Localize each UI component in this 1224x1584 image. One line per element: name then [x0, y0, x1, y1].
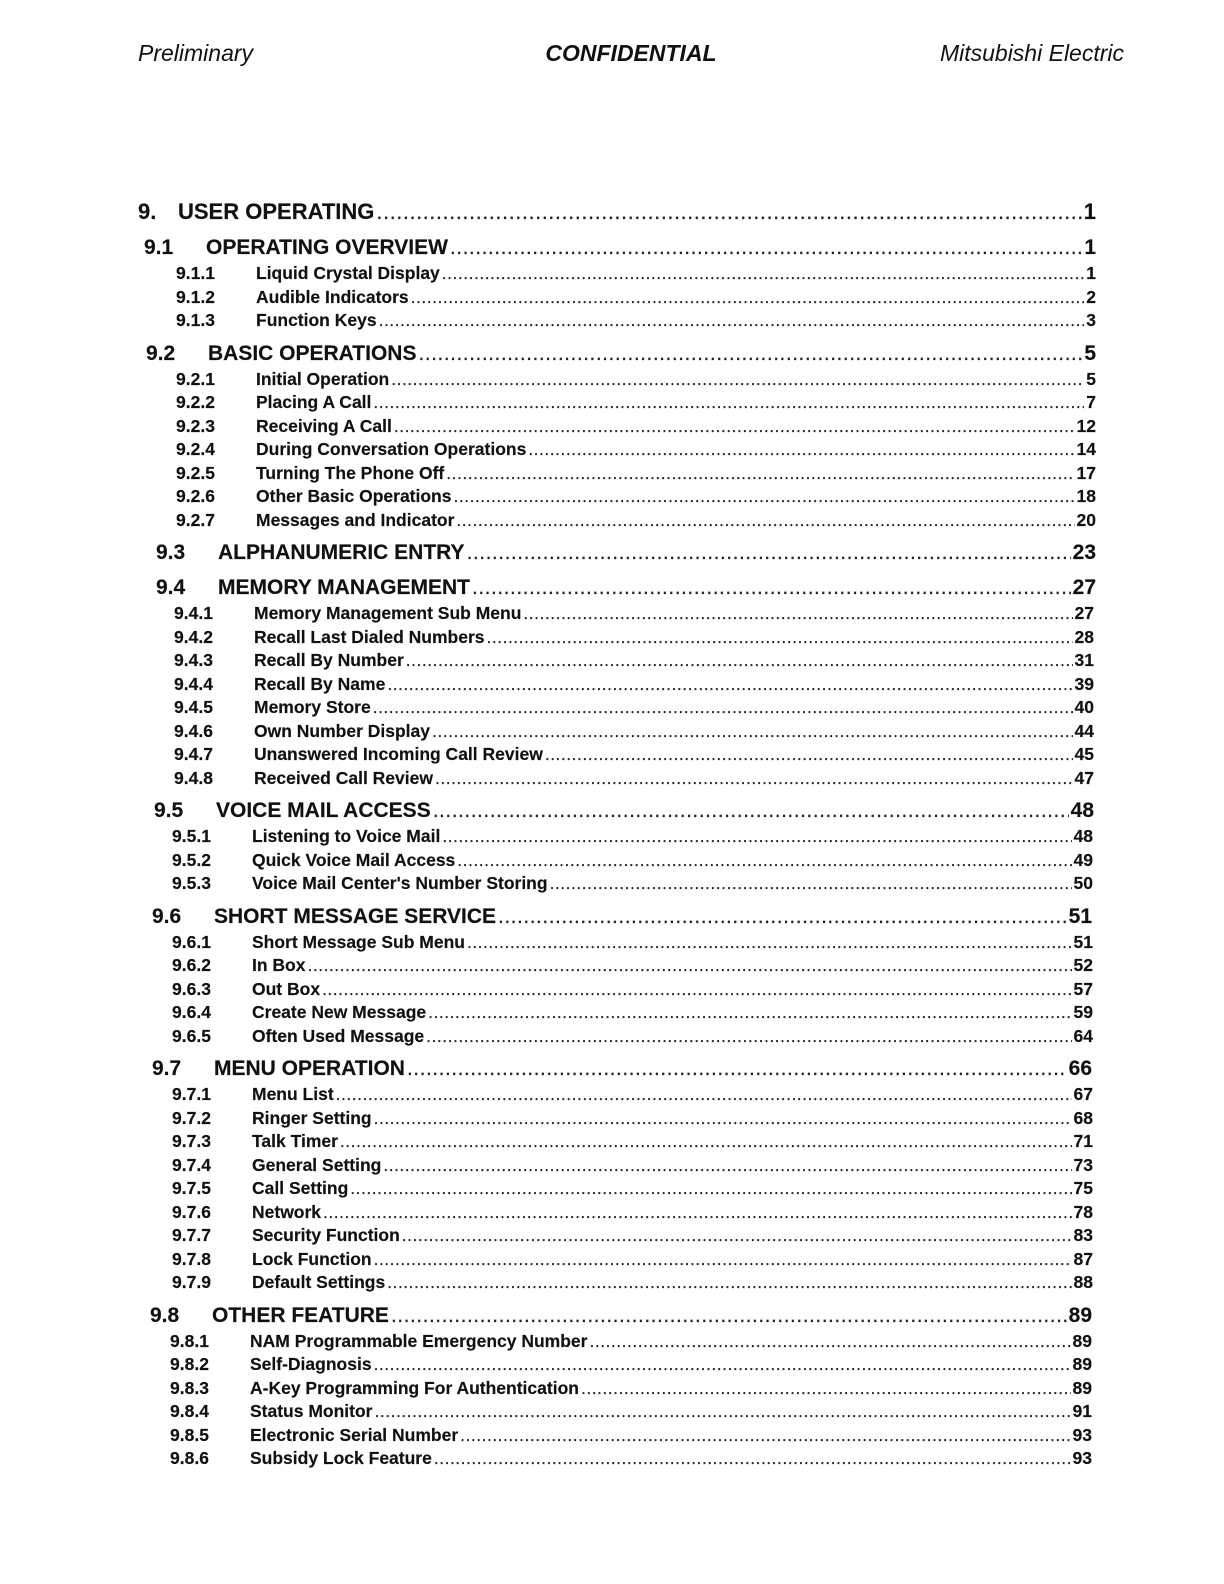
toc-entry-title: Memory Management Sub Menu — [254, 603, 522, 623]
toc-subsection-entry[interactable] — [170, 1424, 1092, 1448]
header-confidential: CONFIDENTIAL — [545, 40, 717, 66]
toc-entry-page: 47 — [1074, 767, 1094, 788]
toc-entry-page: 48 — [1073, 826, 1093, 846]
toc-entry-page: 49 — [1073, 849, 1093, 870]
toc-entry-page: 7 — [1086, 392, 1096, 412]
toc-section-group — [0, 339, 1224, 533]
toc-subsection-entry[interactable] — [172, 978, 1093, 1002]
dot-leader — [407, 1054, 1067, 1083]
toc-subsection-entry[interactable] — [172, 931, 1093, 955]
dot-leader — [450, 233, 1082, 262]
toc-subsection-entry[interactable] — [172, 1025, 1093, 1049]
toc-entry-title: BASIC OPERATIONS — [208, 341, 417, 365]
dot-leader — [460, 1424, 1070, 1448]
toc-subsection-entry[interactable] — [170, 1353, 1092, 1377]
dot-leader — [373, 696, 1073, 720]
toc-subsection-entry[interactable] — [172, 1154, 1093, 1178]
toc-entry-number: 9.5.1 — [172, 826, 211, 846]
toc-entry-title: NAM Programmable Emergency Number — [250, 1330, 588, 1351]
toc-entry-number: 9.2.7 — [176, 509, 215, 530]
toc-entry-title: Often Used Message — [252, 1025, 425, 1046]
toc-entry-number: 9.2.3 — [176, 415, 215, 436]
toc-subsection-entry[interactable] — [174, 743, 1094, 767]
toc-entry-title: Listening to Voice Mail — [252, 826, 441, 846]
dot-leader — [376, 196, 1081, 227]
toc-section-entry[interactable] — [146, 339, 1096, 368]
dot-leader — [442, 825, 1071, 849]
toc-entry-page: 45 — [1074, 744, 1094, 764]
toc-entry-number: 9.1.3 — [176, 310, 215, 330]
toc-section-entry[interactable] — [152, 902, 1092, 931]
toc-section-entry[interactable] — [152, 1054, 1092, 1083]
toc-section-entry[interactable] — [156, 573, 1096, 602]
toc-entry-page: 1 — [1086, 263, 1096, 283]
toc-entry-page: 1 — [1083, 199, 1096, 224]
toc-entry-number: 9.2.6 — [176, 486, 215, 506]
toc-entry-number: 9.2.1 — [176, 368, 215, 389]
toc-entry-title: OTHER FEATURE — [212, 1303, 389, 1327]
toc-entry-title: Electronic Serial Number — [250, 1424, 459, 1445]
toc-entry-number: 9.4.5 — [174, 697, 213, 717]
page-header — [138, 40, 1124, 72]
toc-entry-title: A-Key Programming For Authentication — [250, 1377, 579, 1398]
toc-entry-number: 9.7.1 — [172, 1084, 211, 1104]
toc-entry-number: 9.7.7 — [172, 1225, 211, 1245]
dot-leader — [379, 309, 1085, 333]
toc-subsection-entry[interactable] — [176, 286, 1096, 310]
toc-entry-number: 9.6.1 — [172, 931, 211, 952]
dot-leader — [340, 1130, 1072, 1154]
toc-entry-number: 9.8.2 — [170, 1354, 209, 1374]
dot-leader — [374, 1248, 1072, 1272]
dot-leader — [383, 1154, 1071, 1178]
toc-entry-number: 9.1.1 — [176, 263, 215, 283]
toc-entry-page: 5 — [1086, 368, 1096, 389]
toc-subsection-entry[interactable] — [174, 649, 1094, 673]
table-of-contents — [0, 196, 1224, 1471]
toc-entry-page: 64 — [1073, 1025, 1093, 1046]
toc-entry-number: 9.8.3 — [170, 1377, 209, 1398]
toc-entry-page: 91 — [1072, 1401, 1092, 1421]
toc-entry-number: 9. — [138, 199, 157, 224]
toc-subsection-entry[interactable] — [174, 626, 1094, 650]
toc-entry-number: 9.1.2 — [176, 286, 215, 307]
dot-leader — [435, 767, 1073, 791]
dot-leader — [442, 262, 1084, 286]
dot-leader — [589, 1330, 1070, 1354]
dot-leader — [375, 1400, 1071, 1424]
dot-leader — [426, 1025, 1071, 1049]
toc-entry-number: 9.2.5 — [176, 462, 215, 483]
toc-entry-number: 9.4.3 — [174, 650, 213, 670]
toc-entry-page: 89 — [1072, 1354, 1092, 1374]
toc-section-entry[interactable] — [150, 1301, 1092, 1330]
toc-subsection-entry[interactable] — [172, 1177, 1093, 1201]
toc-entry-page: 17 — [1076, 462, 1096, 483]
toc-section-group — [0, 1301, 1224, 1471]
dot-leader — [323, 1201, 1071, 1225]
dot-leader — [472, 573, 1071, 602]
toc-subsection-entry[interactable] — [172, 1201, 1093, 1225]
toc-section-group — [0, 796, 1224, 896]
header-company: Mitsubishi Electric — [939, 40, 1124, 66]
dot-leader — [307, 954, 1071, 978]
toc-entry-title: USER OPERATING — [178, 199, 375, 224]
dot-leader — [467, 538, 1071, 567]
toc-entry-page: 93 — [1072, 1448, 1092, 1468]
toc-entry-number: 9.7.3 — [172, 1131, 211, 1151]
toc-subsection-entry[interactable] — [172, 1271, 1093, 1295]
toc-entry-number: 9.5.2 — [172, 849, 211, 870]
toc-entry-number: 9.7.6 — [172, 1201, 211, 1222]
dot-leader — [394, 415, 1075, 439]
toc-entry-title: Create New Message — [252, 1002, 427, 1022]
toc-subsection-entry[interactable] — [174, 767, 1094, 791]
toc-entry-title: ALPHANUMERIC ENTRY — [218, 541, 465, 564]
toc-entry-page: 51 — [1073, 931, 1093, 952]
dot-leader — [433, 796, 1069, 825]
dot-leader — [391, 1301, 1067, 1330]
toc-entry-title: Talk Timer — [252, 1131, 338, 1151]
dot-leader — [350, 1177, 1071, 1201]
toc-entry-number: 9.4 — [156, 576, 186, 599]
toc-subsection-entry[interactable] — [176, 485, 1096, 509]
toc-entry-title: Lock Function — [252, 1248, 372, 1269]
toc-entry-title: Out Box — [252, 978, 321, 999]
toc-chapter-entry[interactable] — [138, 196, 1096, 227]
toc-entry-title: Voice Mail Center's Number Storing — [252, 873, 548, 893]
toc-entry-page: 68 — [1073, 1107, 1093, 1128]
toc-entry-title: In Box — [252, 955, 306, 975]
toc-entry-number: 9.8.5 — [170, 1424, 209, 1445]
toc-entry-number: 9.7.2 — [172, 1107, 211, 1128]
toc-subsection-entry[interactable] — [172, 825, 1093, 849]
toc-subsection-entry[interactable] — [170, 1377, 1092, 1401]
toc-entry-title: Network — [252, 1201, 322, 1222]
toc-entry-page: 89 — [1068, 1303, 1092, 1327]
toc-entry-title: Call Setting — [252, 1178, 349, 1198]
toc-entry-page: 1 — [1084, 236, 1096, 259]
dot-leader — [446, 462, 1074, 486]
toc-subsection-entry[interactable] — [172, 1083, 1093, 1107]
toc-entry-title: Received Call Review — [254, 767, 433, 788]
toc-entry-number: 9.8 — [150, 1303, 180, 1327]
toc-entry-number: 9.4.8 — [174, 767, 213, 788]
dot-leader — [432, 720, 1073, 744]
toc-section-group — [0, 902, 1224, 1049]
toc-subsection-entry[interactable] — [176, 438, 1096, 462]
toc-entry-page: 88 — [1073, 1272, 1093, 1292]
toc-entry-number: 9.1 — [144, 236, 174, 259]
dot-leader — [387, 1271, 1071, 1295]
toc-entry-page: 2 — [1086, 286, 1096, 307]
toc-entry-page: 73 — [1073, 1154, 1093, 1175]
toc-entry-page: 39 — [1074, 673, 1094, 694]
dot-leader — [523, 602, 1072, 626]
toc-entry-number: 9.2 — [146, 341, 176, 365]
dot-leader — [487, 626, 1073, 650]
dot-leader — [528, 438, 1074, 462]
toc-entry-title: Function Keys — [256, 310, 377, 330]
header-preliminary: Preliminary — [138, 40, 254, 66]
toc-entry-title: During Conversation Operations — [256, 439, 527, 459]
toc-entry-number: 9.5.3 — [172, 873, 211, 893]
dot-leader — [457, 849, 1071, 873]
toc-entry-title: Security Function — [252, 1225, 400, 1245]
toc-entry-page: 59 — [1073, 1002, 1093, 1022]
toc-entry-number: 9.4.6 — [174, 720, 213, 741]
toc-entry-page: 27 — [1072, 576, 1096, 599]
toc-entry-title: Status Monitor — [250, 1401, 373, 1421]
dot-leader — [373, 391, 1084, 415]
toc-entry-page: 83 — [1073, 1225, 1093, 1245]
toc-subsection-entry[interactable] — [174, 673, 1094, 697]
toc-entry-title: MEMORY MANAGEMENT — [218, 576, 470, 599]
toc-section-entry[interactable] — [156, 538, 1096, 567]
toc-subsection-entry[interactable] — [172, 872, 1093, 896]
toc-entry-page: 89 — [1072, 1377, 1092, 1398]
toc-subsection-entry[interactable] — [172, 1130, 1093, 1154]
toc-entry-page: 31 — [1074, 650, 1094, 670]
toc-subsection-entry[interactable] — [172, 1001, 1093, 1025]
toc-entry-number: 9.4.2 — [174, 626, 213, 647]
toc-entry-number: 9.6.5 — [172, 1025, 211, 1046]
toc-entry-number: 9.8.4 — [170, 1401, 209, 1421]
dot-leader — [402, 1224, 1072, 1248]
toc-entry-number: 9.2.2 — [176, 392, 215, 412]
toc-entry-number: 9.7 — [152, 1057, 182, 1080]
toc-subsection-entry[interactable] — [176, 415, 1096, 439]
toc-entry-page: 66 — [1068, 1057, 1092, 1080]
toc-entry-number: 9.8.1 — [170, 1330, 209, 1351]
toc-entry-title: Placing A Call — [256, 392, 372, 412]
toc-entry-number: 9.3 — [156, 541, 186, 564]
toc-entry-page: 51 — [1068, 904, 1092, 928]
dot-leader — [428, 1001, 1071, 1025]
toc-subsection-entry[interactable] — [174, 602, 1094, 626]
toc-entry-page: 18 — [1076, 486, 1096, 506]
toc-entry-title: Memory Store — [254, 697, 371, 717]
toc-entry-page: 27 — [1074, 603, 1094, 623]
toc-entry-page: 40 — [1074, 697, 1094, 717]
toc-entry-title: Short Message Sub Menu — [252, 931, 465, 952]
toc-entry-page: 28 — [1074, 626, 1094, 647]
toc-entry-number: 9.7.9 — [172, 1272, 211, 1292]
toc-entry-page: 5 — [1084, 341, 1096, 365]
dot-leader — [387, 673, 1072, 697]
toc-entry-title: Audible Indicators — [256, 286, 409, 307]
toc-entry-page: 52 — [1073, 955, 1093, 975]
toc-entry-title: Self-Diagnosis — [250, 1354, 372, 1374]
toc-entry-page: 67 — [1073, 1084, 1093, 1104]
toc-entry-number: 9.6.2 — [172, 955, 211, 975]
toc-entry-number: 9.5 — [154, 799, 184, 822]
dot-leader — [322, 978, 1071, 1002]
toc-entry-number: 9.6.3 — [172, 978, 211, 999]
dot-leader — [374, 1353, 1071, 1377]
dot-leader — [498, 902, 1067, 931]
dot-leader — [453, 485, 1074, 509]
toc-entry-page: 14 — [1076, 439, 1096, 459]
toc-subsection-entry[interactable] — [172, 849, 1093, 873]
toc-section-group — [0, 573, 1224, 790]
toc-entry-page: 75 — [1073, 1178, 1093, 1198]
toc-subsection-entry[interactable] — [170, 1330, 1092, 1354]
dot-leader — [406, 649, 1073, 673]
toc-entry-page: 50 — [1073, 873, 1093, 893]
toc-entry-number: 9.4.1 — [174, 603, 213, 623]
toc-entry-title: VOICE MAIL ACCESS — [216, 799, 431, 822]
dot-leader — [411, 286, 1085, 310]
toc-subsection-entry[interactable] — [176, 391, 1096, 415]
toc-entry-page: 44 — [1074, 720, 1094, 741]
toc-entry-title: SHORT MESSAGE SERVICE — [214, 904, 497, 928]
dot-leader — [374, 1107, 1072, 1131]
toc-subsection-entry[interactable] — [176, 262, 1096, 286]
toc-entry-number: 9.7.4 — [172, 1154, 211, 1175]
dot-leader — [545, 743, 1073, 767]
toc-subsection-entry[interactable] — [172, 954, 1093, 978]
toc-entry-number: 9.7.8 — [172, 1248, 211, 1269]
toc-entry-page: 3 — [1086, 310, 1096, 330]
toc-entry-title: Messages and Indicator — [256, 509, 455, 530]
toc-entry-title: Subsidy Lock Feature — [250, 1448, 432, 1468]
toc-subsection-entry[interactable] — [176, 509, 1096, 533]
toc-entry-number: 9.2.4 — [176, 439, 215, 459]
toc-subsection-entry[interactable] — [170, 1447, 1092, 1471]
toc-entry-title: Menu List — [252, 1084, 334, 1104]
toc-subsection-entry[interactable] — [174, 696, 1094, 720]
toc-entry-number: 9.4.7 — [174, 744, 213, 764]
toc-subsection-entry[interactable] — [176, 368, 1096, 392]
toc-entry-title: Own Number Display — [254, 720, 431, 741]
toc-entry-number: 9.8.6 — [170, 1448, 209, 1468]
toc-section-entry[interactable] — [154, 796, 1094, 825]
toc-entry-title: Other Basic Operations — [256, 486, 452, 506]
dot-leader — [336, 1083, 1072, 1107]
dot-leader — [467, 931, 1072, 955]
toc-entry-page: 12 — [1076, 415, 1096, 436]
toc-entry-page: 89 — [1072, 1330, 1092, 1351]
dot-leader — [456, 509, 1074, 533]
toc-entry-page: 78 — [1073, 1201, 1093, 1222]
toc-entry-number: 9.6 — [152, 904, 182, 928]
dot-leader — [581, 1377, 1071, 1401]
toc-entry-page: 57 — [1073, 978, 1093, 999]
toc-entry-title: Unanswered Incoming Call Review — [254, 744, 543, 764]
toc-entry-page: 87 — [1073, 1248, 1093, 1269]
toc-entry-title: Recall By Number — [254, 650, 404, 670]
toc-entry-title: Recall Last Dialed Numbers — [254, 626, 485, 647]
toc-entry-title: MENU OPERATION — [214, 1057, 405, 1080]
toc-entry-title: OPERATING OVERVIEW — [206, 236, 448, 259]
toc-subsection-entry[interactable] — [172, 1248, 1093, 1272]
toc-entry-title: Initial Operation — [256, 368, 390, 389]
toc-subsection-entry[interactable] — [174, 720, 1094, 744]
toc-entry-title: Default Settings — [252, 1272, 386, 1292]
toc-entry-title: Liquid Crystal Display — [256, 263, 440, 283]
toc-subsection-entry[interactable] — [172, 1107, 1093, 1131]
toc-section-entry[interactable] — [144, 233, 1096, 262]
toc-entry-page: 93 — [1072, 1424, 1092, 1445]
toc-entry-title: Receiving A Call — [256, 415, 392, 436]
toc-section-group — [0, 538, 1224, 567]
toc-subsection-entry[interactable] — [172, 1224, 1093, 1248]
toc-section-group — [0, 233, 1224, 333]
toc-entry-page: 20 — [1076, 509, 1096, 530]
toc-subsection-entry[interactable] — [170, 1400, 1092, 1424]
dot-leader — [434, 1447, 1071, 1471]
dot-leader — [418, 339, 1082, 368]
toc-entry-title: General Setting — [252, 1154, 382, 1175]
toc-subsection-entry[interactable] — [176, 309, 1096, 333]
dot-leader — [550, 872, 1072, 896]
toc-section-group — [0, 1054, 1224, 1295]
toc-entry-page: 71 — [1073, 1131, 1093, 1151]
toc-entry-page: 23 — [1072, 541, 1096, 564]
toc-entry-page: 48 — [1070, 799, 1094, 822]
toc-entry-title: Ringer Setting — [252, 1107, 372, 1128]
toc-entry-number: 9.6.4 — [172, 1002, 211, 1022]
toc-subsection-entry[interactable] — [176, 462, 1096, 486]
dot-leader — [391, 368, 1084, 392]
toc-entry-title: Recall By Name — [254, 673, 386, 694]
toc-entry-title: Turning The Phone Off — [256, 462, 445, 483]
toc-entry-number: 9.7.5 — [172, 1178, 211, 1198]
toc-entry-title: Quick Voice Mail Access — [252, 849, 456, 870]
toc-entry-number: 9.4.4 — [174, 673, 213, 694]
